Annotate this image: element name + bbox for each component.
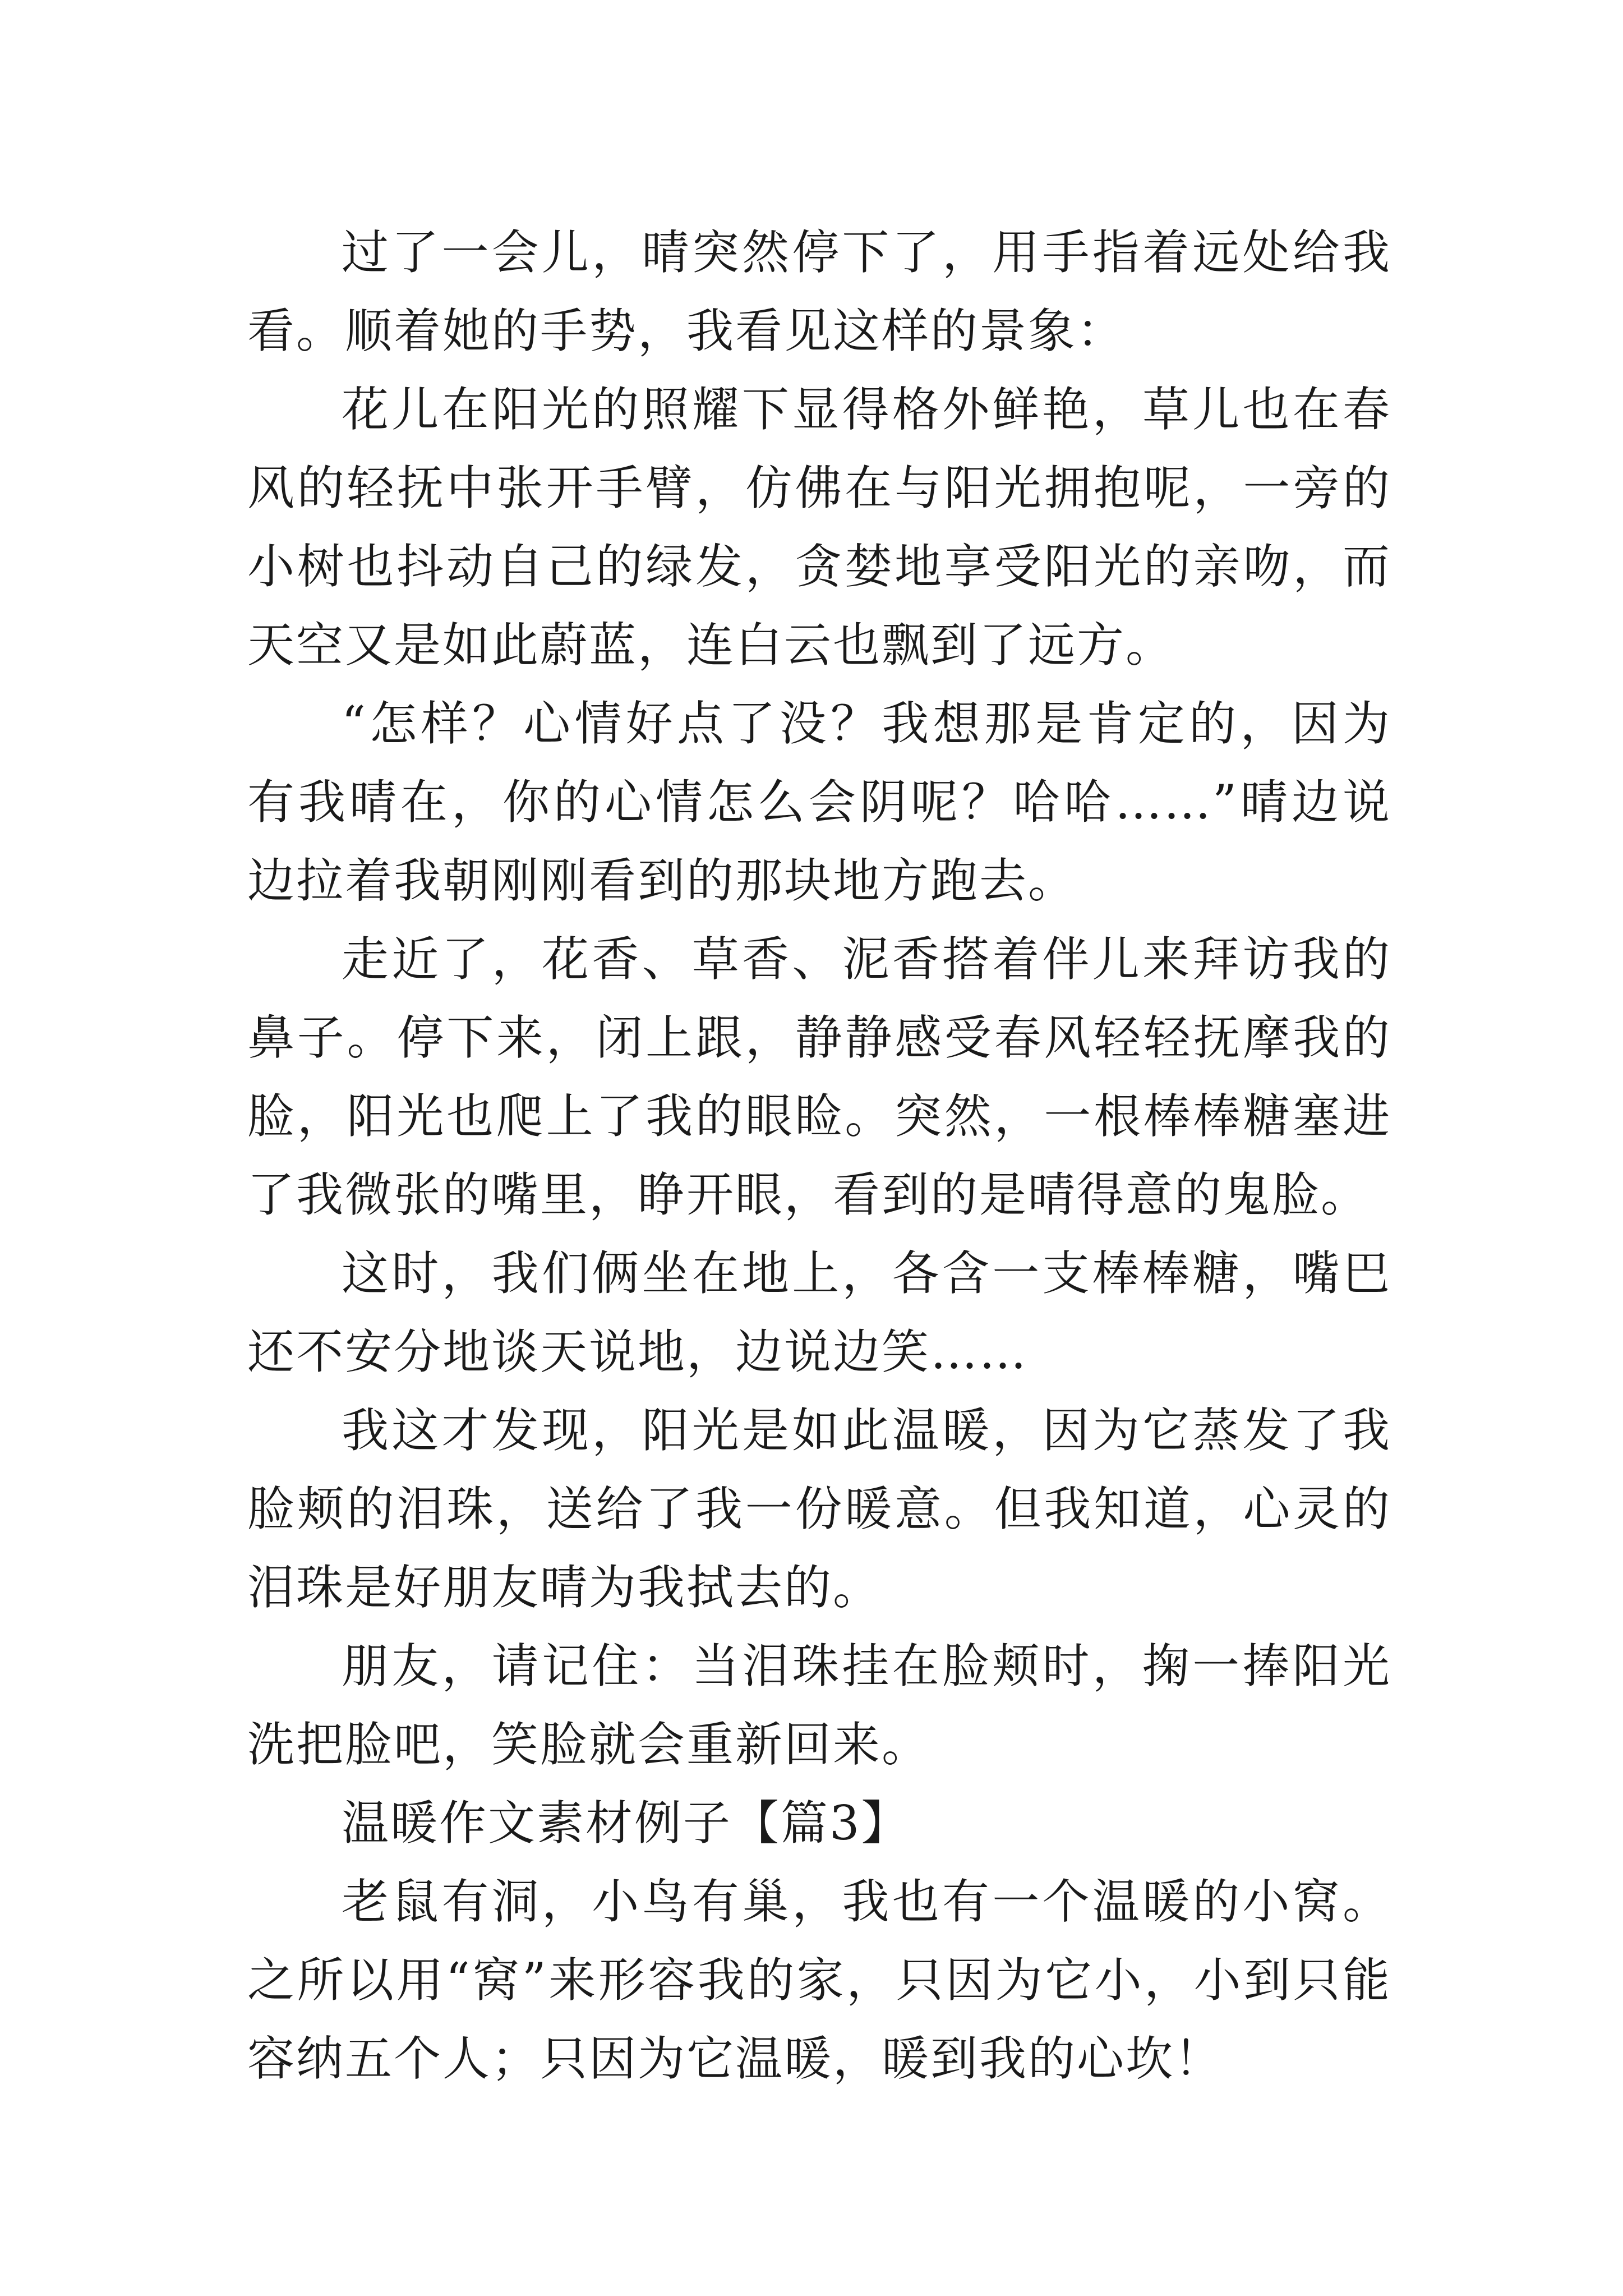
paragraph-1: 过了一会儿，晴突然停下了，用手指着远处给我看。顺着她的手势，我看见这样的景象： — [247, 225, 1391, 358]
paragraph-7: 朋友，请记住：当泪珠挂在脸颊时，掬一捧阳光洗把脸吧，笑脸就会重新回来。 — [247, 1639, 1391, 1772]
paragraph-8: 老鼠有洞，小鸟有巢，我也有一个温暖的小窝。之所以用“窝”来形容我的家，只因为它小，小到只能容纳五个人；只因为它温暖，暖到我的心坎！ — [247, 1874, 1391, 2086]
document-body — [247, 213, 1391, 2098]
section-heading: 温暖作文素材例子【篇3】 — [342, 1796, 910, 1851]
paragraph-3: “怎样？心情好点了没？我想那是肯定的，因为有我晴在，你的心情怎么会阴呢？哈哈……”晴边说边拉着我朝刚刚看到的那块地方跑去。 — [247, 696, 1391, 908]
paragraph-2: 花儿在阳光的照耀下显得格外鲜艳，草儿也在春风的轻抚中张开手臂，仿佛在与阳光拥抱呢，一旁的小树也抖动自己的绿发，贪婪地享受阳光的亲吻，而天空又是如此蔚蓝，连白云也飘到了远方。 — [247, 382, 1391, 673]
paragraph-4: 走近了，花香、草香、泥香搭着伴儿来拜访我的鼻子。停下来，闭上跟，静静感受春风轻轻抚摩我的脸，阳光也爬上了我的眼睑。突然，一根棒棒糖塞进了我微张的嘴里，睁开眼，看到的是晴得意的鬼脸。 — [247, 932, 1391, 1222]
paragraph-5: 这时，我们俩坐在地上，各含一支棒棒糖，嘴巴还不安分地谈天说地，边说边笑…… — [247, 1246, 1391, 1379]
paragraph-6: 我这才发现，阳光是如此温暖，因为它蒸发了我脸颊的泪珠，送给了我一份暖意。但我知道，心灵的泪珠是好朋友晴为我拭去的。 — [247, 1403, 1391, 1615]
